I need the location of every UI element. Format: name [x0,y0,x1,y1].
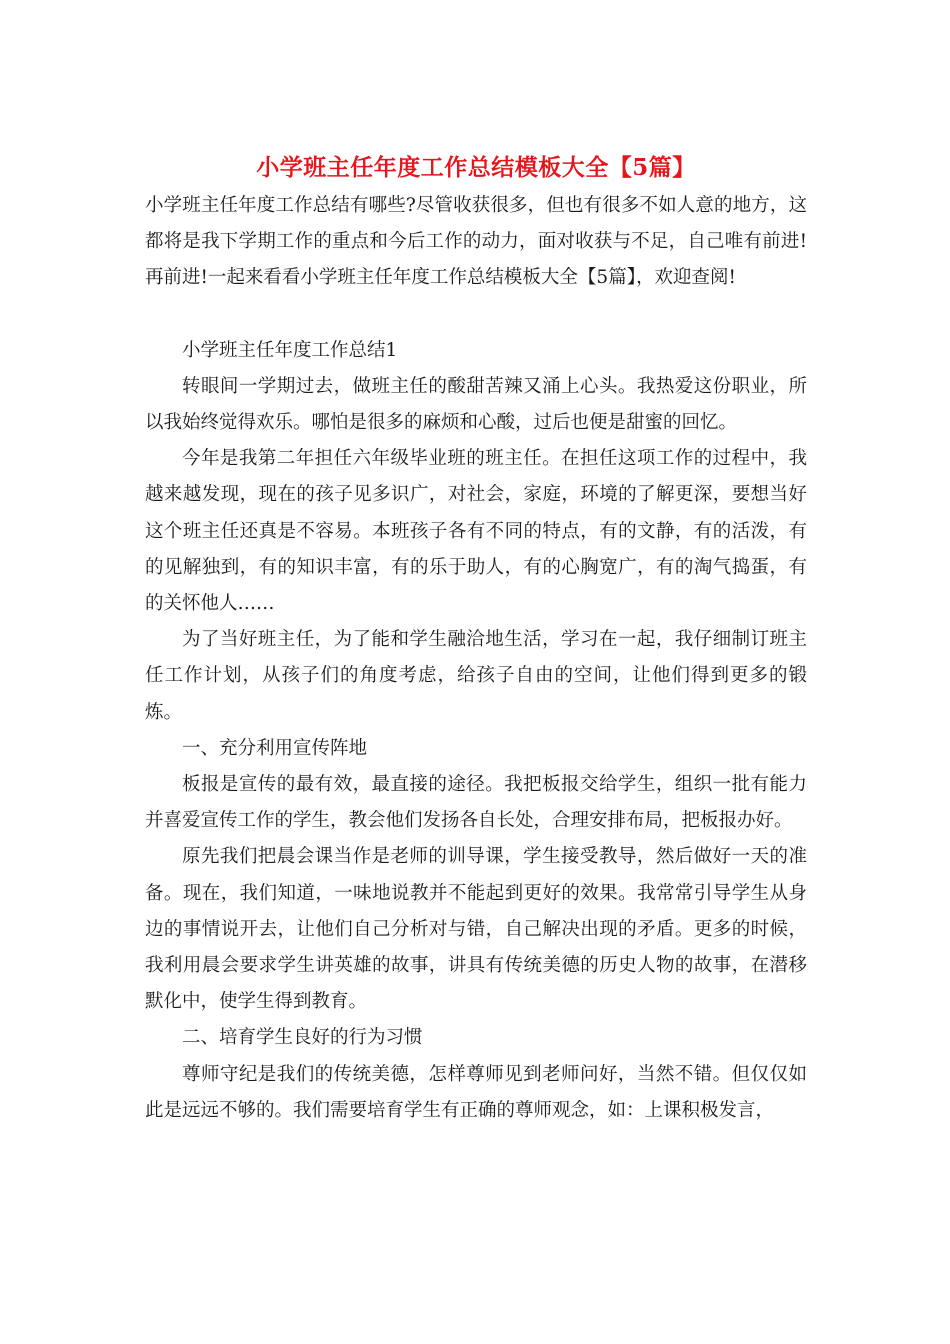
body-paragraph: 原先我们把晨会课当作是老师的训导课，学生接受教导，然后做好一天的准备。现在，我们知道，一味地说教并不能起到更好的效果。我常常引导学生从身边的事情说开去，让他们自己分析对与错，自己解决出现的矛盾。更多的时候，我利用晨会要求学生讲英雄的故事，讲具有传统美德的历史人物的故事，在潜移默化中，使学生得到教育。 [145,846,807,1013]
body-paragraph: 转眼间一学期过去，做班主任的酸甜苦辣又涌上心头。我热爱这份职业，所以我始终觉得欢乐。哪怕是很多的麻烦和心酸，过后也便是甜蜜的回忆。 [145,375,807,434]
document-page [145,150,807,1129]
subheading-2: 二、培育学生良好的行为习惯 [182,1027,423,1049]
blank-line [145,297,807,333]
body-paragraph: 今年是我第二年担任六年级毕业班的班主任。在担任这项工作的过程中，我越来越发现，现在的孩子见多识广，对社会，家庭，环境的了解更深，要想当好这个班主任还真是不容易。本班孩子各有不同的特点，有的文静，有的活泼，有的见解独到，有的知识丰富，有的乐于助人，有的心胸宽广，有的淘气捣蛋，有的关怀他人…… [145,448,807,615]
body-paragraph: 尊师守纪是我们的传统美德，怎样尊师见到老师问好，当然不错。但仅仅如此是远远不够的。我们需要培育学生有正确的尊师观念，如：上课积极发言， [145,1063,807,1121]
intro-paragraph: 小学班主任年度工作总结有哪些?尽管收获很多，但也有很多不如人意的地方，这都将是我下学期工作的重点和今后工作的动力，面对收获与不足，自己唯有前进!再前进!一起来看看小学班主任年度工作总结模板大全【5篇】，欢迎查阅! [145,195,807,289]
body-paragraph: 板报是宣传的最有效，最直接的途径。我把板报交给学生，组织一批有能力并喜爱宣传工作的学生，教会他们发扬各自长处，合理安排布局，把板报办好。 [145,774,807,832]
subheading-1: 一、充分利用宣传阵地 [182,737,368,759]
body-paragraph: 为了当好班主任，为了能和学生融洽地生活，学习在一起，我仔细制订班主任工作计划，从孩子们的角度考虑，给孩子自由的空间，让他们得到更多的锻炼。 [145,629,807,723]
document-title: 小学班主任年度工作总结模板大全【5篇】 [256,154,696,181]
section-heading: 小学班主任年度工作总结1 [182,339,398,361]
